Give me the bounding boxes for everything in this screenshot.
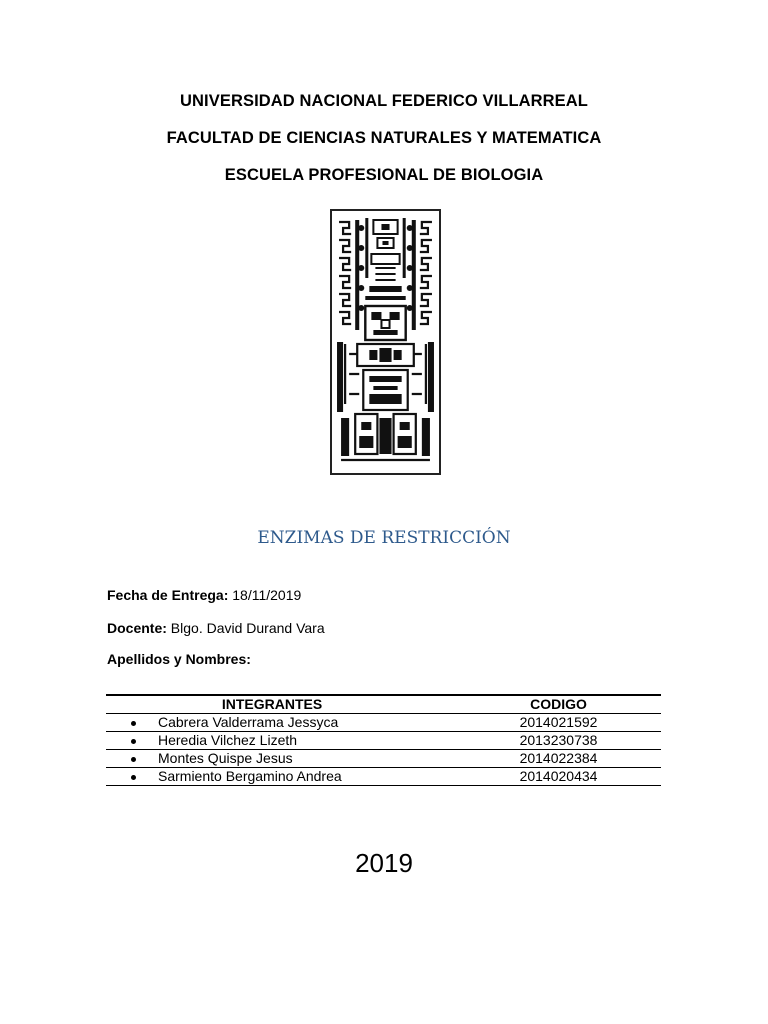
member-code: 2014020434 (519, 768, 598, 784)
university-logo (330, 209, 441, 475)
faculty-name: FACULTAD DE CIENCIAS NATURALES Y MATEMATICA (166, 129, 602, 147)
member-code: 2013230738 (519, 732, 598, 748)
member-name: Sarmiento Bergamino Andrea (158, 768, 342, 784)
teacher-field (107, 620, 325, 636)
bullet-icon (106, 714, 136, 732)
table-row (106, 750, 661, 768)
member-name: Heredia Vilchez Lizeth (158, 732, 298, 748)
table-row (106, 714, 661, 732)
year-label: 2019 (355, 848, 413, 878)
delivery-date-value: 18/11/2019 (232, 587, 302, 603)
names-field (107, 651, 251, 667)
header-codigo: CODIGO (530, 696, 587, 712)
bullet-icon (106, 750, 136, 768)
member-code: 2014022384 (519, 750, 598, 766)
document-title: ENZIMAS DE RESTRICCIÓN (257, 528, 511, 548)
member-code: 2014021592 (519, 714, 598, 730)
delivery-date-label: Fecha de Entrega: (107, 587, 229, 603)
member-name: Montes Quispe Jesus (158, 750, 293, 766)
member-name: Cabrera Valderrama Jessyca (158, 714, 339, 730)
teacher-label: Docente: (107, 620, 167, 636)
delivery-date-field (107, 587, 301, 603)
school-name: ESCUELA PROFESIONAL DE BIOLOGIA (224, 166, 544, 184)
bullet-icon (106, 768, 136, 786)
header-integrantes: INTEGRANTES (221, 696, 323, 712)
andean-deity-emblem-icon (335, 214, 436, 470)
table-row (106, 732, 661, 750)
table-header-row (106, 695, 661, 714)
university-name: UNIVERSIDAD NACIONAL FEDERICO VILLARREAL (180, 92, 588, 110)
names-label: Apellidos y Nombres: (107, 651, 251, 667)
members-table (106, 694, 661, 786)
table-row (106, 768, 661, 786)
bullet-icon (106, 732, 136, 750)
teacher-value: Blgo. David Durand Vara (170, 620, 325, 636)
